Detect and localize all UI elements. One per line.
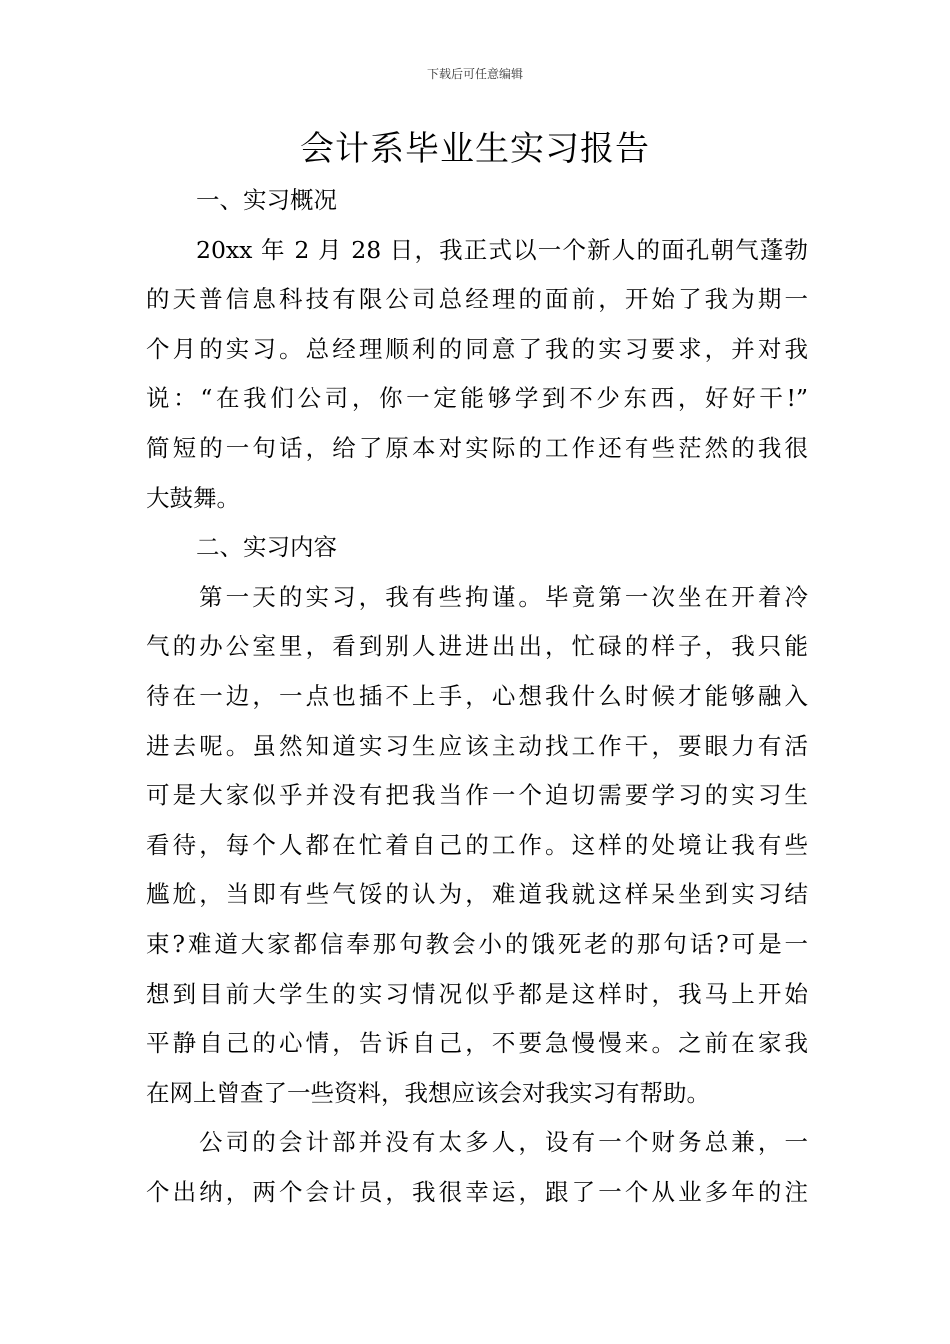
paragraph-department [146,1118,808,1217]
paragraph-line: 个月的实习。总经理顺利的同意了我的实习要求，并对我 [146,334,808,363]
paragraph-line: 说：“在我们公司，你一定能够学到不少东西，好好干!” [146,384,808,413]
paragraph-line: 待在一边，一点也插不上手，心想我什么时候才能够融入 [146,681,808,710]
paragraph-line: 简短的一句话，给了原本对实际的工作还有些茫然的我很 [146,433,808,462]
paragraph-line: 在网上曾查了一些资料，我想应该会对我实习有帮助。 [146,1078,710,1107]
paragraph-line: 第一天的实习，我有些拘谨。毕竟第一次坐在开着冷 [199,582,808,611]
paragraph-line: 20xx 年 2 月 28 日，我正式以一个新人的面孔朝气蓬勃 [196,235,808,264]
paragraph-content [146,573,808,1119]
paragraph-line: 个出纳，两个会计员，我很幸运，跟了一个从业多年的注 [146,1177,808,1206]
paragraph-line: 想到目前大学生的实习情况似乎都是这样时，我马上开始 [146,979,808,1008]
paragraph-line: 尴尬，当即有些气馁的认为，难道我就这样呆坐到实习结 [146,880,808,909]
paragraph-line: 可是大家似乎并没有把我当作一个迫切需要学习的实习生 [146,781,808,810]
paragraph-overview [146,226,808,524]
section-heading-content: 二、实习内容 [196,533,337,562]
document-body [146,176,808,1217]
paragraph-line: 的天普信息科技有限公司总经理的面前，开始了我为期一 [146,285,808,314]
header-note: 下载后可任意编辑 [426,67,523,81]
paragraph-line: 大鼓舞。 [146,483,240,512]
paragraph-line: 气的办公室里，看到别人进进出出，忙碌的样子，我只能 [146,632,808,661]
paragraph-line: 看待，每个人都在忙着自己的工作。这样的处境让我有些 [146,830,808,859]
paragraph-line: 进去呢。虽然知道实习生应该主动找工作干，要眼力有活 [146,731,808,760]
section-heading-overview: 一、实习概况 [196,186,337,214]
document-title: 会计系毕业生实习报告 [300,129,650,169]
paragraph-line: 公司的会计部并没有太多人，设有一个财务总兼，一 [199,1128,808,1157]
paragraph-line: 束?难道大家都信奉那句教会小的饿死老的那句话?可是一 [146,929,808,958]
paragraph-line: 平静自己的心情，告诉自己，不要急慢慢来。之前在家我 [146,1029,808,1058]
